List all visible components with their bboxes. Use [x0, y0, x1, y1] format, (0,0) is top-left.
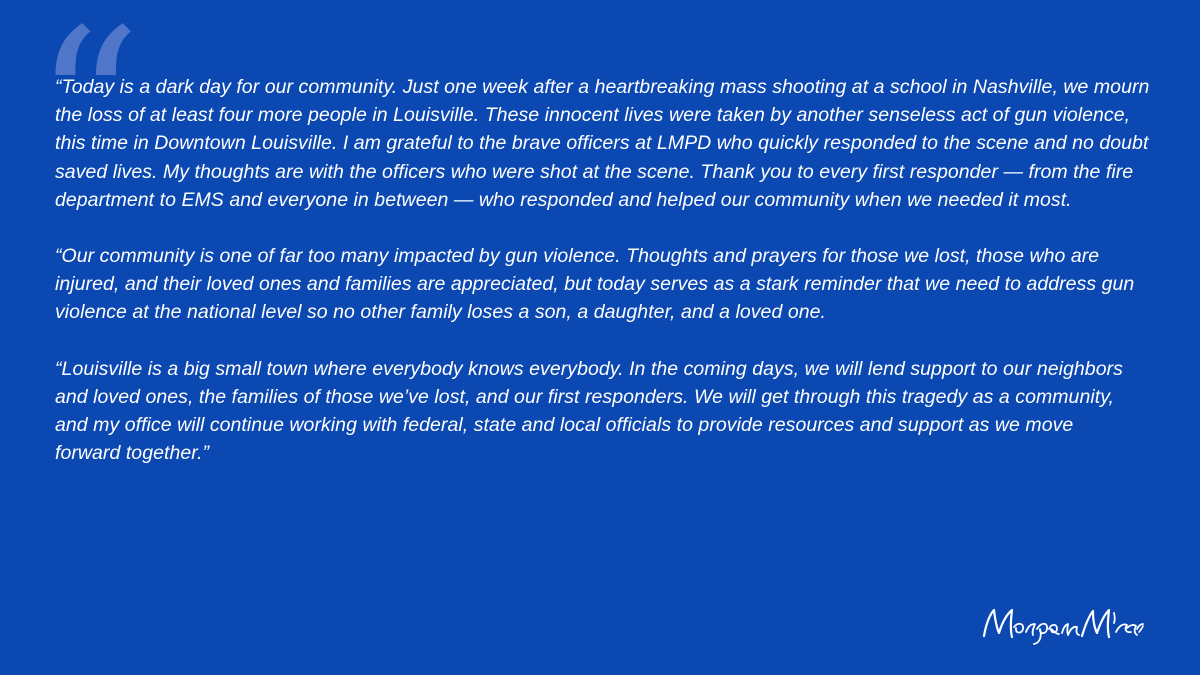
- signature: [976, 602, 1146, 646]
- statement-paragraph-3: “Louisville is a big small town where everybody knows everybody. In the coming days, we will lend support to our neighbors and loved ones, the families of those we’ve lost, and our first responders. We will get through this tragedy as a community, and my office will continue working with federal, state and local officials to provide resources and support as we move forward together.”: [55, 357, 1123, 465]
- statement-text: [55, 73, 1155, 467]
- quotation-mark-icon: “: [34, 0, 142, 229]
- statement-paragraph-1: “Today is a dark day for our community. Just one week after a heartbreaking mass shooting at a school in Nashville, we mourn the loss of at least four more people in Louisville. These innocent lives were taken by another senseless act of gun violence, this time in Downtown Louisville. I am grateful to the brave officers at LMPD who quickly responded to the scene and no doubt saved lives. My thoughts are with the officers who were shot at the scene. Thank you to every first responder — from the fire department to EMS and everyone in between — who responded and helped our community when we needed it most.: [55, 76, 1150, 211]
- statement-paragraph-2: “Our community is one of far too many impacted by gun violence. Thoughts and prayers for those we lost, those who are injured, and their loved ones and families are appreciated, but today serves as a stark reminder that we need to address gun violence at the national level so no other family loses a son, a daughter, and a loved one.: [55, 245, 1135, 324]
